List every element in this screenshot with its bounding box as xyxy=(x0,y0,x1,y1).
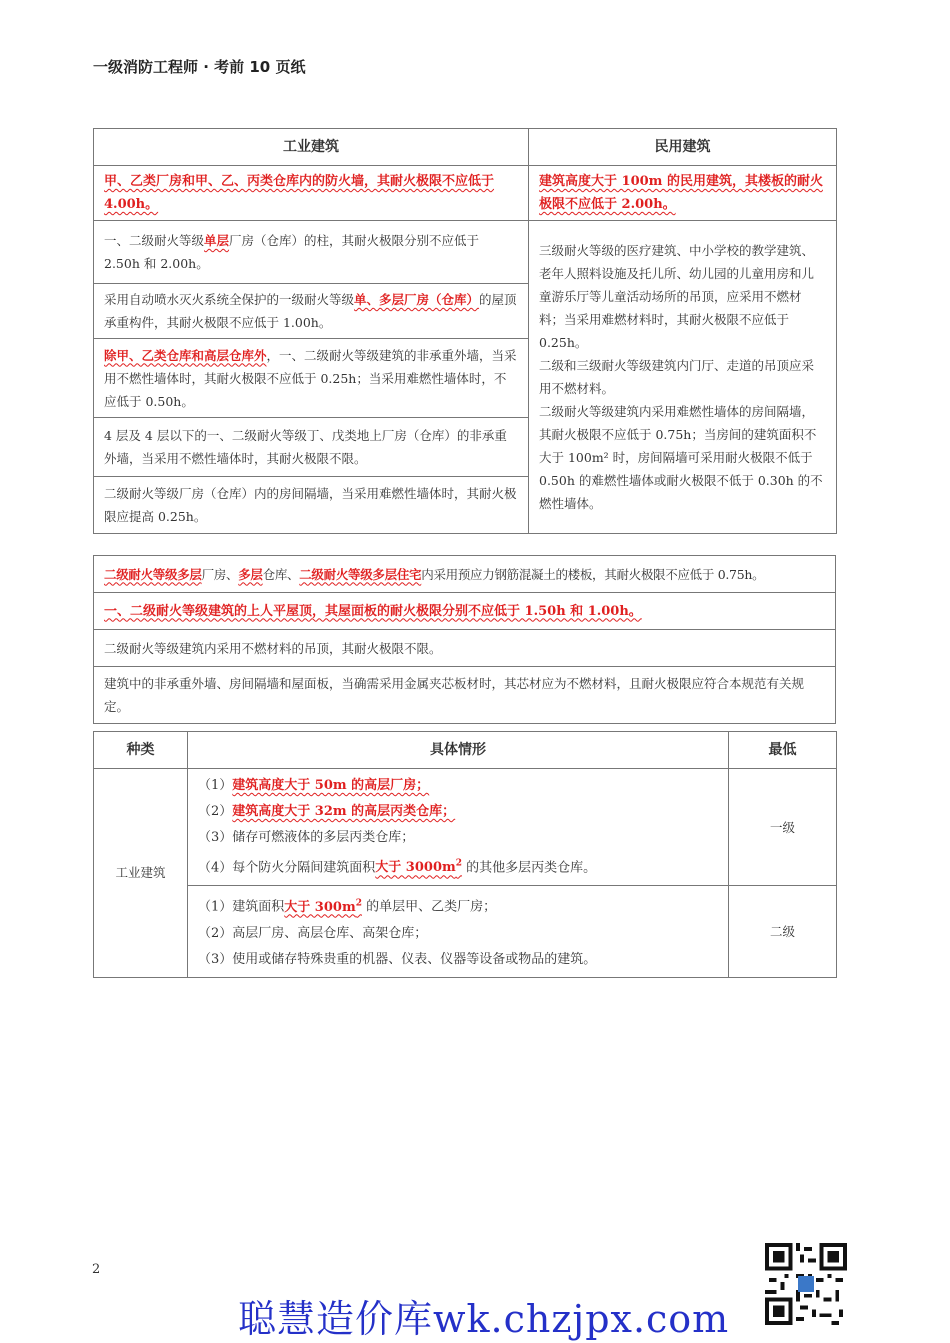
list-item: （3）使用或储存特殊贵重的机器、仪表、仪器等设备或物品的建筑。 xyxy=(198,951,597,967)
text: 仓库、 xyxy=(262,566,300,582)
superscript: 2 xyxy=(455,859,463,869)
text: 一、二级耐火等级 xyxy=(104,233,205,248)
text: （1）建筑面积 xyxy=(198,899,285,915)
watermark-text: 聪慧造价库wk.chzjpx.com xyxy=(238,1297,730,1341)
cell-nonbearing-wall xyxy=(94,339,529,418)
header-minimum: 最低 xyxy=(729,732,837,769)
fire-resistance-table-2 xyxy=(93,555,836,724)
cell-column xyxy=(94,221,529,284)
red-text: 甲、乙类厂房和甲、乙、丙类仓库内的防火墙，其耐火极限不应低于 4.00h。 xyxy=(104,174,495,212)
red-text: 一、二级耐火等级建筑的上人平屋顶，其屋面板的耐火极限分别不应低于 1.50h 和 1.00h。 xyxy=(104,603,642,619)
text: 采用自动喷水灭火系统全保护的一级耐火等级 xyxy=(104,292,355,307)
header-category: 种类 xyxy=(94,732,188,769)
para-partition: 二级耐火等级建筑内采用难燃性墙体的房间隔墙，其耐火极限不应低于 0.75h；当房间的建筑面积不大于 100m² 时，房间隔墙可采用耐火极限不低于 0.50h 的难燃性墙体或耐火极限不低于 0.30h 的不燃性墙体。 xyxy=(539,404,823,511)
red-text: 二级耐火等级多层住宅 xyxy=(299,566,422,582)
red-text: 建筑高度大于 100m 的民用建筑，其楼板的耐火极限不应低于 2.00h。 xyxy=(539,174,823,212)
cell-prestressed-floor xyxy=(94,556,836,593)
red-text: 单层 xyxy=(204,233,230,248)
text: 的单层甲、乙类厂房； xyxy=(366,899,497,915)
para-ceiling-1: 三级耐火等级的医疗建筑、中小学校的教学建筑、老年人照料设施及托儿所、幼儿园的儿童用房和儿童游乐厅等儿童活动场所的吊顶，应采用不燃材料；当采用难燃材料时，其耐火极限不应低于 0.25h。 xyxy=(539,243,815,350)
cell-floor-100m xyxy=(529,166,837,221)
cell-roof-member xyxy=(94,284,529,339)
cell-roof-slab xyxy=(94,593,836,630)
list-item xyxy=(198,851,718,881)
qr-code-icon xyxy=(765,1243,847,1325)
list-item: （2）高层厂房、高层仓库、高架仓库； xyxy=(198,925,428,941)
cell-group2 xyxy=(188,886,729,977)
page-number: 2 xyxy=(92,1262,101,1277)
header-civil: 民用建筑 xyxy=(529,129,837,166)
para-ceiling-2: 二级和三级耐火等级建筑内门厅、走道的吊顶应采用不燃材料。 xyxy=(539,358,815,396)
red-text: 多层 xyxy=(238,566,263,582)
header-situation: 具体情形 xyxy=(188,732,729,769)
red-text: 二级耐火等级多层 xyxy=(104,566,202,582)
cell-low-rise-wall: 4 层及 4 层以下的一、二级耐火等级丁、戊类地上厂房（仓库）的非承重外墙，当采用不燃性墙体时，其耐火极限不限。 xyxy=(94,418,529,477)
cell-level-2: 二级 xyxy=(729,886,837,977)
red-text xyxy=(284,900,362,915)
fire-rating-table xyxy=(93,731,837,978)
text: 内采用预应力钢筋混凝土的楼板，其耐火极限不应低于 0.75h。 xyxy=(421,566,765,582)
cell-group1 xyxy=(188,769,729,886)
red-text: 建筑高度大于 32m 的高层丙类仓库； xyxy=(232,804,456,819)
cell-sandwich-panel: 建筑中的非承重外墙、房间隔墙和屋面板，当确需采用金属夹芯板材时，其芯材应为不燃材料，且耐火极限应符合本规范有关规定。 xyxy=(94,667,836,724)
text: 大于 300m xyxy=(284,899,356,915)
red-text xyxy=(375,860,462,875)
header-title: 一级消防工程师 · 考前 10 页纸 xyxy=(93,58,306,76)
red-text: 建筑高度大于 50m 的高层厂房； xyxy=(232,778,430,793)
header-industrial: 工业建筑 xyxy=(94,129,529,166)
list-item xyxy=(198,890,718,920)
cell-ceiling-unlimited: 二级耐火等级建筑内采用不燃材料的吊顶，其耐火极限不限。 xyxy=(94,630,836,667)
fire-resistance-table-1 xyxy=(93,128,837,534)
text: （1） xyxy=(198,778,233,793)
list-item xyxy=(198,773,718,799)
red-text: 单、多层厂房（仓库） xyxy=(354,292,480,307)
cell-level-1: 一级 xyxy=(729,769,837,886)
text: 厂房（仓库）的柱，其耐火极限分别不应低于 2.50h 和 2.00h。 xyxy=(104,233,480,271)
superscript: 2 xyxy=(355,898,362,909)
text: 大于 3000m xyxy=(375,860,456,876)
cell-category-industrial: 工业建筑 xyxy=(94,769,188,978)
text: 的屋顶承重构件，其耐火极限不应低于 1.00h。 xyxy=(104,292,517,330)
red-text: 除甲、乙类仓库和高层仓库外 xyxy=(104,347,267,363)
text: （4）每个防火分隔间建筑面积 xyxy=(198,860,376,876)
text: （2） xyxy=(198,804,233,819)
text: 的其他多层丙类仓库。 xyxy=(466,860,597,876)
text: 厂房、 xyxy=(201,566,239,582)
cell-firewall xyxy=(94,166,529,221)
list-item xyxy=(198,799,718,825)
cell-room-partition: 二级耐火等级厂房（仓库）内的房间隔墙，当采用难燃性墙体时，其耐火极限应提高 0.25h。 xyxy=(94,477,529,534)
cell-ceiling-rules xyxy=(529,221,837,534)
text: ，一、二级耐火等级建筑的非承重外墙，当采用不燃性墙体时，其耐火极限不应低于 0.25h；当采用难燃性墙体时，不应低于 0.50h。 xyxy=(104,347,517,409)
list-item: （3）储存可燃液体的多层丙类仓库； xyxy=(198,830,415,845)
